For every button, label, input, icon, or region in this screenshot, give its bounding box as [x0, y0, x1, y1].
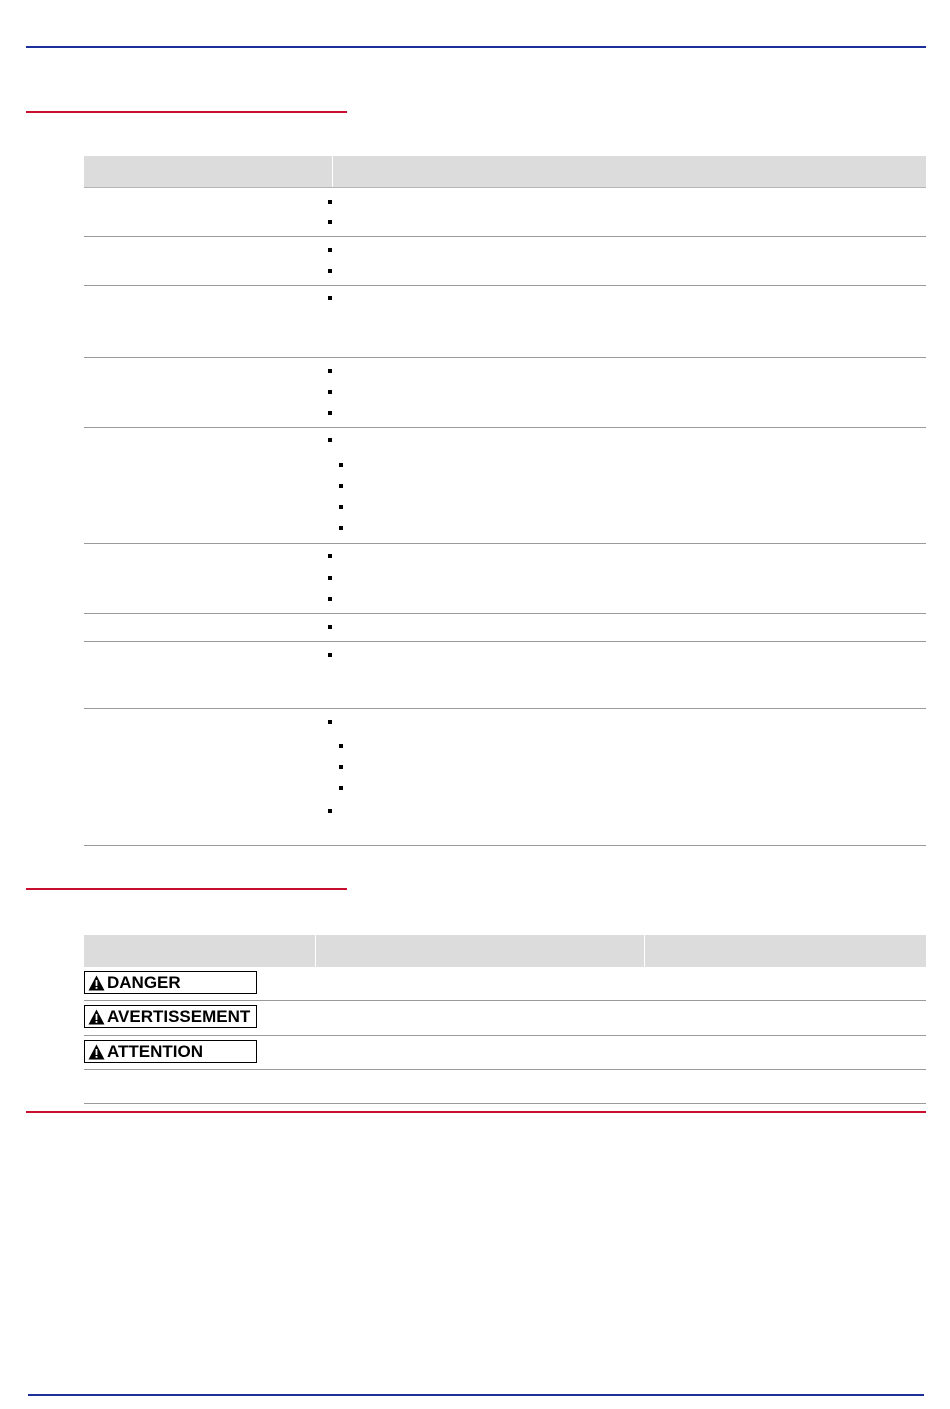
- bullet-icon: [328, 220, 332, 224]
- warning-triangle-icon: [88, 1044, 105, 1060]
- bullet-icon: [339, 786, 343, 790]
- header-column-divider: [332, 156, 333, 187]
- table-row: [84, 642, 926, 709]
- section-2-title-rule: [26, 888, 347, 890]
- section-1-title-rule: [26, 111, 347, 113]
- bullet-icon: [328, 411, 332, 415]
- signal-word: AVERTISSEMENT: [107, 1007, 251, 1026]
- table-row: [84, 237, 926, 286]
- header-column-divider: [315, 935, 316, 967]
- table-row: [84, 544, 926, 614]
- bullet-icon: [328, 554, 332, 558]
- bullet-icon: [328, 438, 332, 442]
- warning-triangle-icon: [88, 1009, 105, 1025]
- table-row: [84, 614, 926, 642]
- table-header-row: [84, 935, 926, 967]
- table-row: [84, 1070, 926, 1104]
- footer-rule: [28, 1394, 924, 1396]
- header-rule: [26, 46, 926, 48]
- table-row: [84, 428, 926, 544]
- signal-word: ATTENTION: [107, 1042, 204, 1061]
- bullet-icon: [328, 369, 332, 373]
- bullet-icon: [339, 765, 343, 769]
- bullet-icon: [339, 505, 343, 509]
- safety-signals-table: [84, 935, 926, 1104]
- bullet-icon: [328, 809, 332, 813]
- warning-triangle-icon: [88, 975, 105, 991]
- caution-signal-label: [84, 1040, 257, 1063]
- table-row: [84, 967, 926, 1001]
- bullet-icon: [328, 720, 332, 724]
- bullet-icon: [328, 597, 332, 601]
- table-row: [84, 709, 926, 846]
- bullet-icon: [328, 200, 332, 204]
- table-row: [84, 1036, 926, 1070]
- bullet-icon: [328, 269, 332, 273]
- bullet-icon: [328, 625, 332, 629]
- bullet-icon: [339, 463, 343, 467]
- bullet-icon: [339, 744, 343, 748]
- section-end-rule: [26, 1111, 926, 1113]
- table-row: [84, 286, 926, 358]
- bullet-icon: [328, 576, 332, 580]
- table-row: [84, 1001, 926, 1036]
- table-row: [84, 358, 926, 428]
- bullet-icon: [339, 484, 343, 488]
- signal-word: DANGER: [107, 973, 181, 992]
- danger-signal-label: [84, 971, 257, 994]
- warning-signal-label: [84, 1005, 257, 1028]
- specifications-table: [84, 156, 926, 846]
- bullet-icon: [339, 526, 343, 530]
- header-column-divider: [644, 935, 645, 967]
- bullet-icon: [328, 653, 332, 657]
- bullet-icon: [328, 248, 332, 252]
- table-row: [84, 188, 926, 237]
- table-header-row: [84, 156, 926, 188]
- bullet-icon: [328, 296, 332, 300]
- bullet-icon: [328, 390, 332, 394]
